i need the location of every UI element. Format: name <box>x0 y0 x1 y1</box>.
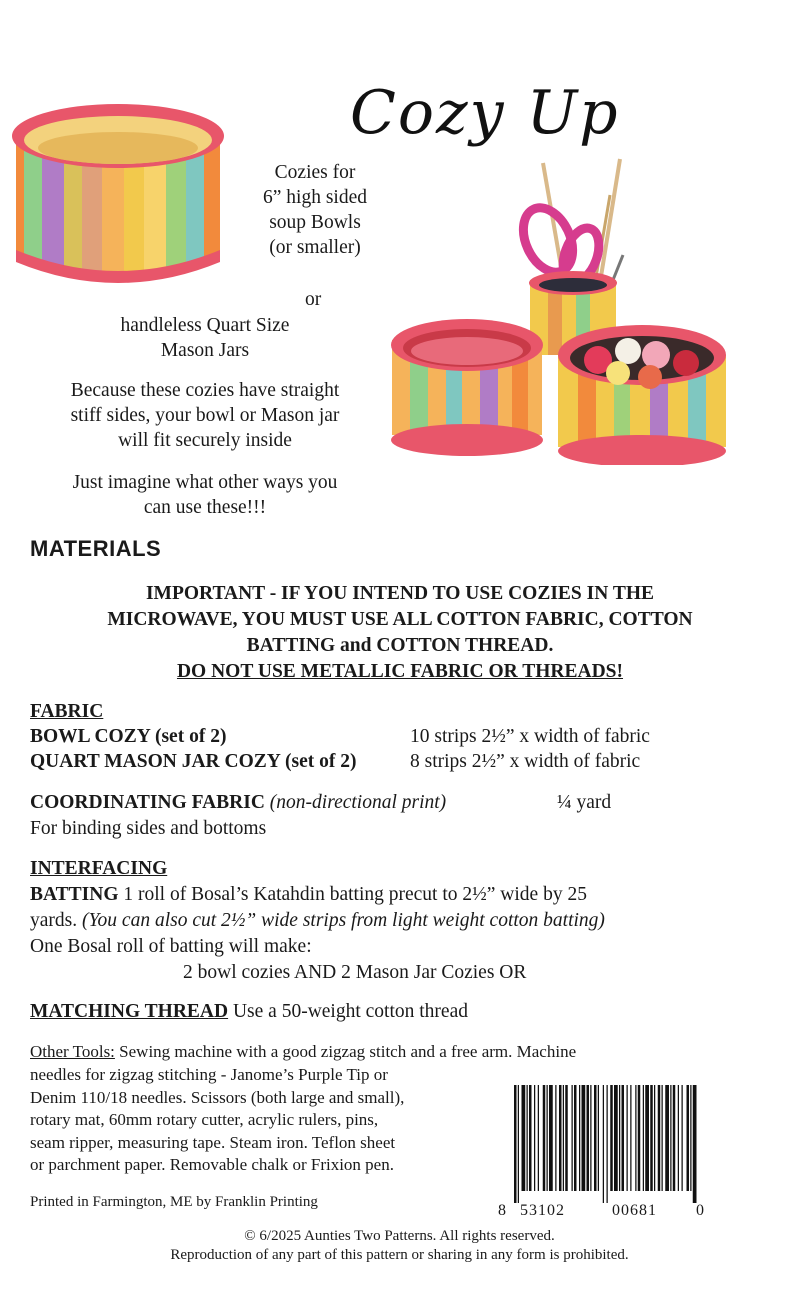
barcode-bar <box>587 1085 590 1191</box>
important-line: BATTING and COTTON THREAD. <box>246 635 554 656</box>
barcode-bar <box>579 1085 580 1191</box>
barcode-bar <box>582 1085 586 1191</box>
barcode-bar <box>522 1085 526 1191</box>
barcode-bar <box>594 1085 597 1191</box>
metallic-warning: DO NOT USE METALLIC FABRIC OR THREADS! <box>176 661 624 682</box>
barcode-bar <box>638 1085 641 1191</box>
other-tools-line: seam ripper, measuring tape. Steam iron. Teflon sheet <box>30 1132 396 1152</box>
coordinating-label: COORDINATING FABRIC <box>30 792 265 813</box>
barcode-bar <box>682 1085 683 1191</box>
important-notice <box>20 581 780 685</box>
other-tools-text: Sewing machine with a good zigzag stitch and a free arm. Machine <box>119 1042 577 1061</box>
bowl-line: Cozies for <box>274 162 356 183</box>
makes-text: 2 bowl cozies AND 2 Mason Jar Cozies OR <box>183 962 527 983</box>
barcode-bar <box>627 1085 628 1191</box>
barcode-bar <box>518 1085 519 1203</box>
jar-cozy-value: 8 strips 2½” x width of fabric <box>410 751 641 772</box>
barcode-bar <box>527 1085 528 1191</box>
because-line: Because these cozies have straight <box>70 380 340 401</box>
barcode-bar <box>673 1085 676 1191</box>
barcode-bar <box>610 1085 613 1191</box>
barcode-bar <box>687 1085 690 1191</box>
coordinating-fabric <box>30 790 446 816</box>
bowl-line: (or smaller) <box>269 237 361 258</box>
barcode-first-digit: 8 <box>498 1202 506 1219</box>
copyright: © 6/2025 Aunties Two Patterns. All rights reserved. <box>244 1228 555 1244</box>
barcode-bar <box>614 1085 618 1191</box>
bowl-cozy-label: BOWL COZY (set of 2) <box>30 726 227 747</box>
batting-label: BATTING <box>30 884 119 905</box>
batting-note: (You can also cut 2½” wide strips from light weight cotton batting) <box>82 910 605 931</box>
other-tools-line-1 <box>30 1041 790 1064</box>
barcode-bar <box>572 1085 573 1191</box>
other-tools-line: Denim 110/18 needles. Scissors (both large and small), <box>30 1087 405 1107</box>
barcode-right-digits: 00681 <box>612 1202 657 1219</box>
jar-cozy-label: QUART MASON JAR COZY (set of 2) <box>30 751 357 772</box>
barcode-bar <box>643 1085 644 1191</box>
bowl-line: soup Bowls <box>269 212 361 233</box>
because-line: will fit securely inside <box>118 430 292 451</box>
roll-text: One Bosal roll of batting will make: <box>30 936 312 957</box>
coordinating-note: (non-directional print) <box>269 792 447 813</box>
jar-description <box>80 313 330 363</box>
barcode-bar <box>670 1085 671 1191</box>
printed-by: Printed in Farmington, ME by Franklin Printing <box>30 1194 318 1210</box>
imagine-line: can use these!!! <box>143 497 267 518</box>
other-tools-label: Other Tools: <box>30 1042 115 1061</box>
bowl-cozy-photo <box>4 92 232 288</box>
other-tools-line: needles for zigzag stitching - Janome’s Purple Tip or <box>30 1065 388 1084</box>
barcode-bar <box>555 1085 556 1191</box>
batting-line-2 <box>30 908 790 934</box>
barcode-bar <box>654 1085 655 1191</box>
barcode-bars <box>498 1085 710 1203</box>
or-text: or <box>305 289 322 310</box>
other-tools-line: or parchment paper. Removable chalk or Frixion pen. <box>30 1155 394 1174</box>
barcode-bar <box>590 1085 591 1191</box>
barcode-bar <box>559 1085 562 1191</box>
because-paragraph <box>30 378 380 453</box>
barcode-bar <box>693 1085 697 1203</box>
because-line: stiff sides, your bowl or Mason jar <box>70 405 340 426</box>
other-tools-line: rotary mat, 60mm rotary cutter, acrylic rulers, pins, <box>30 1110 379 1129</box>
materials-heading: MATERIALS <box>30 536 162 561</box>
imagine-line: Just imagine what other ways you <box>72 472 338 493</box>
barcode-check-digit: 0 <box>696 1202 704 1219</box>
barcode <box>498 1085 710 1225</box>
batting-line <box>30 882 780 908</box>
imagine-paragraph <box>30 470 380 520</box>
barcode-bar <box>619 1085 620 1191</box>
barcode-bar <box>538 1085 539 1191</box>
bowl-description <box>230 160 400 260</box>
barcode-bar <box>598 1085 599 1191</box>
barcode-bar <box>514 1085 517 1203</box>
matching-thread <box>30 999 468 1025</box>
barcode-bar <box>607 1085 608 1203</box>
barcode-bar <box>665 1085 669 1191</box>
barcode-bar <box>574 1085 577 1191</box>
cozies-with-supplies-photo <box>388 155 733 465</box>
reproduction-notice: Reproduction of any part of this pattern or sharing in any form is prohibited. <box>170 1247 629 1263</box>
batting-text: 1 roll of Bosal’s Katahdin batting precut to 2½” wide by 25 <box>123 884 587 905</box>
barcode-bar <box>603 1085 604 1203</box>
barcode-left-digits: 53102 <box>520 1202 565 1219</box>
barcode-bar <box>650 1085 653 1191</box>
batting-text-2: yards. <box>30 910 78 931</box>
interfacing-heading: INTERFACING <box>30 858 168 879</box>
other-tools-list <box>30 1064 510 1177</box>
barcode-bar <box>547 1085 548 1191</box>
thread-text: Use a 50-weight cotton thread <box>232 1001 468 1022</box>
bowl-line: 6” high sided <box>263 187 367 208</box>
coordinating-use: For binding sides and bottoms <box>30 818 267 839</box>
barcode-bar <box>543 1085 546 1191</box>
barcode-bar <box>662 1085 663 1191</box>
barcode-bar <box>565 1085 568 1191</box>
bowl-cozy-value: 10 strips 2½” x width of fabric <box>410 726 650 747</box>
thread-label: MATCHING THREAD <box>30 1001 229 1022</box>
important-line: MICROWAVE, YOU MUST USE ALL COTTON FABRIC, COTTON <box>107 609 693 630</box>
jar-line: handleless Quart Size <box>120 315 290 336</box>
barcode-bar <box>529 1085 532 1191</box>
barcode-bar <box>645 1085 649 1191</box>
jar-line: Mason Jars <box>160 340 250 361</box>
barcode-bar <box>534 1085 535 1191</box>
barcode-bar <box>630 1085 631 1191</box>
barcode-bar <box>690 1085 691 1191</box>
fabric-heading: FABRIC <box>30 701 104 722</box>
barcode-bar <box>563 1085 564 1191</box>
barcode-bar <box>635 1085 636 1191</box>
barcode-bar <box>678 1085 679 1191</box>
coordinating-value: ¼ yard <box>557 792 612 813</box>
barcode-bar <box>658 1085 661 1191</box>
important-line: IMPORTANT - IF YOU INTEND TO USE COZIES IN THE <box>145 583 655 604</box>
barcode-bar <box>549 1085 553 1191</box>
page-title: Cozy Up <box>350 78 620 148</box>
barcode-bar <box>622 1085 625 1191</box>
